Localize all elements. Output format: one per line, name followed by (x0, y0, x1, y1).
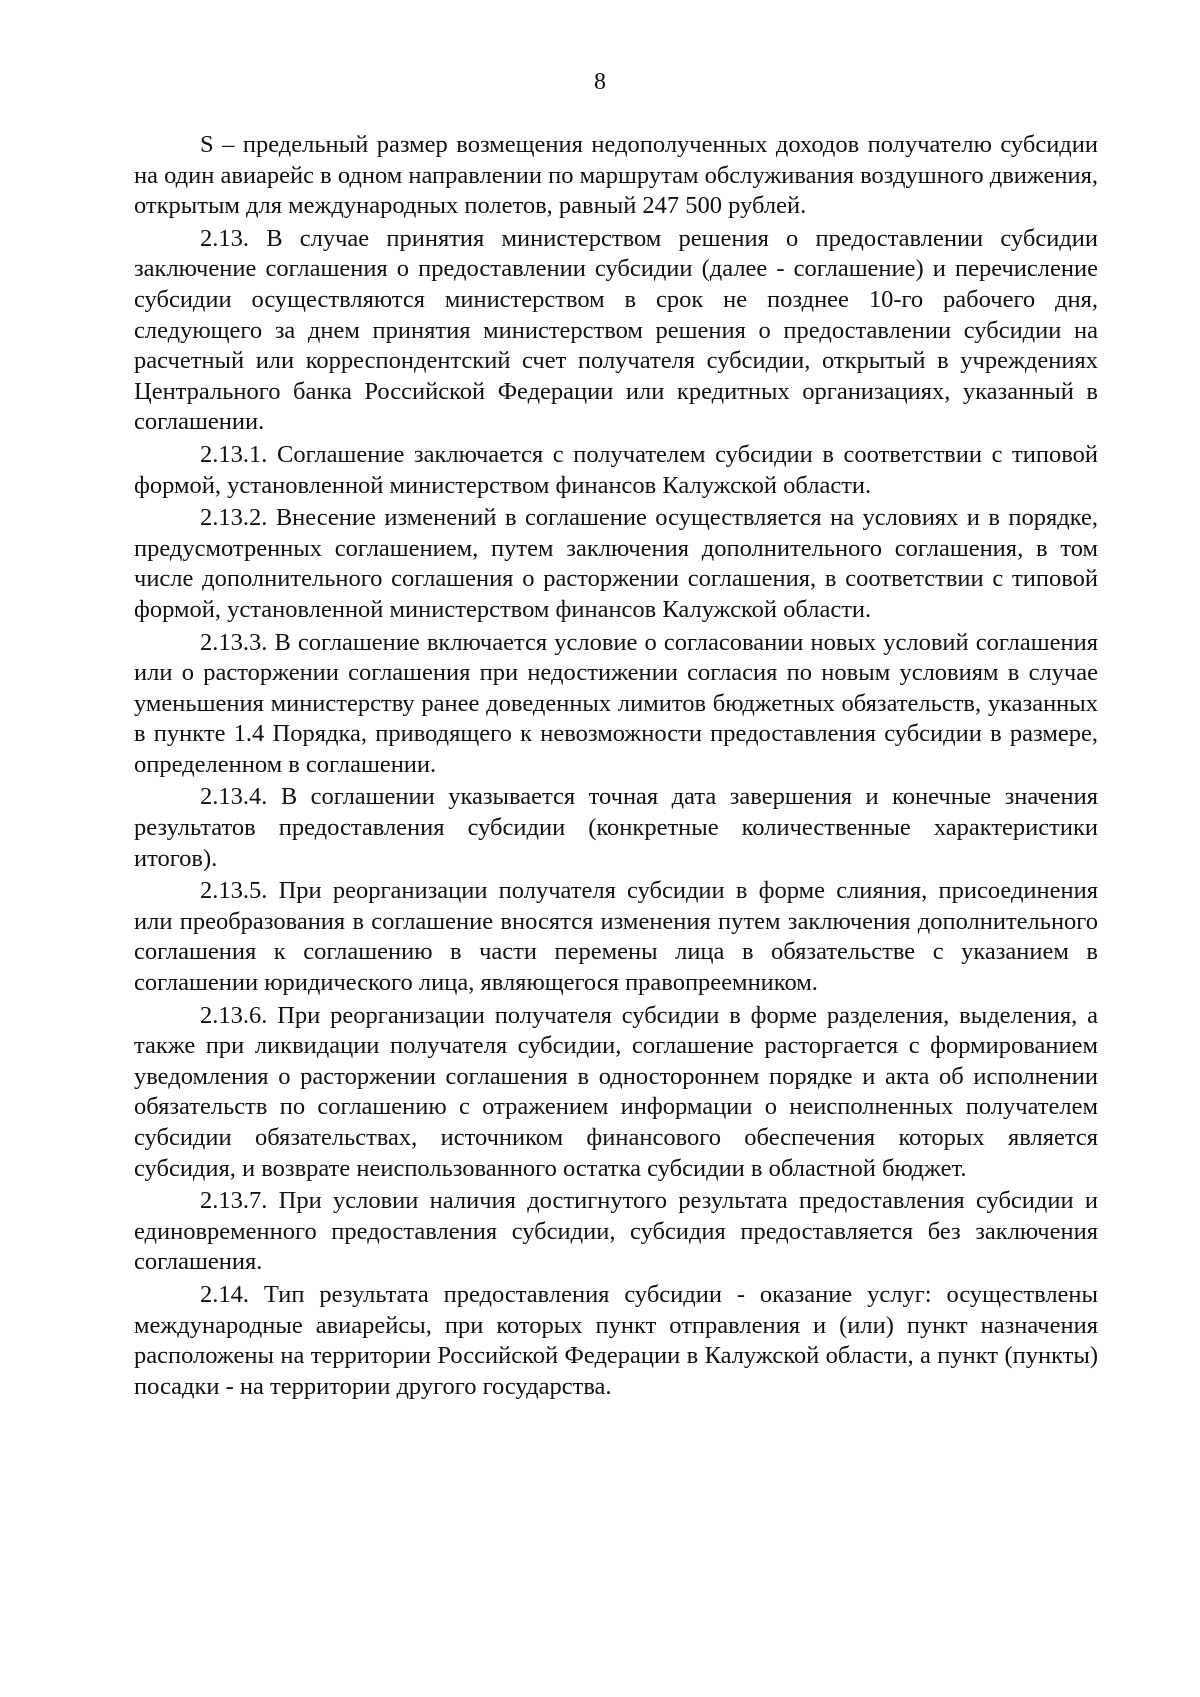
paragraph-2-13-3: 2.13.3. В соглашение включается условие о согласовании новых условий соглашения или о расторжении соглашения при недостижении согласия по новым условиям в случае уменьшения министерству ранее доведенных лимитов бюджетных обязательств, указанных в пункте 1.4 Порядка, приводящего к невозможности предоставления субсидии в размере, определенном в соглашении. (134, 628, 1098, 778)
page-number: 8 (594, 69, 606, 95)
paragraph-2-13-7: 2.13.7. При условии наличия достигнутого результата предоставления субсидии и единовременного предоставления субсидии, субсидия предоставляется без заключения соглашения. (134, 1187, 1098, 1276)
paragraph-2-13-4: 2.13.4. В соглашении указывается точная дата завершения и конечные значения результатов предоставления субсидии (конкретные количественные характеристики итогов). (134, 783, 1098, 872)
paragraph-2-13-2: 2.13.2. Внесение изменений в соглашение осуществляется на условиях и в порядке, предусмотренных соглашением, путем заключения дополнительного соглашения, в том числе дополнительного соглашения о расторжении соглашения, в соответствии с типовой формой, установленной министерством финансов Калужской области. (134, 504, 1098, 623)
paragraph-2-14: 2.14. Тип результата предоставления субсидии - оказание услуг: осуществлены международные авиарейсы, при которых пункт отправления и (или) пункт назначения расположены на территории Российской Федерации в Калужской области, а пункт (пункты) посадки - на территории другого государства. (134, 1280, 1098, 1400)
paragraph-2-13-6: 2.13.6. При реорганизации получателя субсидии в форме разделения, выделения, а также при ликвидации получателя субсидии, соглашение расторгается с формированием уведомления о расторжении соглашения в одностороннем порядке и акта об исполнении обязательств по соглашению с отражением информации о неисполненных получателем субсидии обязательствах, источником финансового обеспечения которых является субсидия, и возврате неиспользованного остатка субсидии в областной бюджет. (134, 1001, 1098, 1182)
document-body (134, 130, 1098, 1404)
paragraph-2-13-1: 2.13.1. Соглашение заключается с получателем субсидии в соответствии с типовой формой, установленной министерством финансов Калужской области. (134, 440, 1098, 499)
paragraph-2-13: 2.13. В случае принятия министерством решения о предоставлении субсидии заключение соглашения о предоставлении субсидии (далее - соглашение) и перечисление субсидии осуществляются министерством в срок не позднее 10-го рабочего дня, следующего за днем принятия министерством решения о предоставлении субсидии на расчетный или корреспондентский счет получателя субсидии, открытый в учреждениях Центрального банка Российской Федерации или кредитных организациях, указанный в соглашении. (134, 224, 1098, 436)
paragraph-s-definition: S – предельный размер возмещения недополученных доходов получателю субсидии на один авиарейс в одном направлении по маршрутам обслуживания воздушного движения, открытым для международных полетов, равный 247 500 рублей. (134, 131, 1098, 220)
paragraph-2-13-5: 2.13.5. При реорганизации получателя субсидии в форме слияния, присоединения или преобразования в соглашение вносятся изменения путем заключения дополнительного соглашения к соглашению в части перемены лица в обязательстве с указанием в соглашении юридического лица, являющегося правопреемником. (134, 877, 1098, 997)
